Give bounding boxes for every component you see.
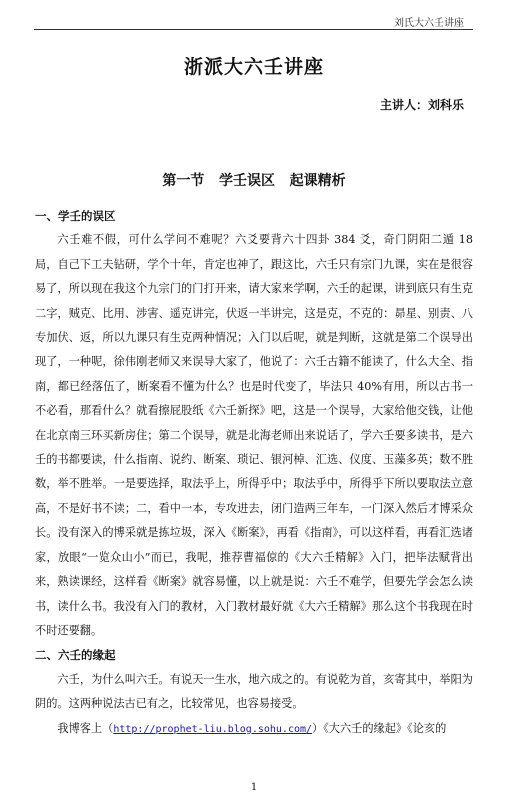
running-header: 刘氏大六壬讲座 [394,18,464,29]
section-title: 第一节 学壬误区 起课精析 [162,173,346,189]
paragraph-2: 六壬，为什么叫六壬。有说天一生水，地六成之的。有说乾为首，亥寄其中，举阳为阴的。这两种说法古已有之，比较常见，也容易接受。 [35,672,473,711]
blog-link[interactable]: http://prophet-liu.blog.sohu.com/ [113,723,313,735]
page-number: 1 [250,782,258,793]
section-heading-1: 一、学壬的误区 [35,209,116,223]
blog-prefix: 我博客上（ [57,721,114,735]
blog-suffix: ）《大六壬的缘起》《论亥的 [312,721,447,735]
paragraph-3 [35,717,473,742]
document-title: 浙派大六壬讲座 [183,56,324,78]
paragraph-1: 六壬难不假，可什么学问不难呢？六爻要背六十四卦 384 爻，奇门阴阳二遁 18 局，自己下工夫钻研，学个十年，肯定也神了，跟这比，六壬只有宗门九课，实在是很容易了，所以现在我这个九宗门的门打开来，请大家来学啊，六壬的起课，讲到底只有生克二字，贼克、比用、涉害、遥克讲完，伏返一半讲完，这是克，不克的：昴星、别责、八专加伏、返，所以九课只有生克两种情况；入门以后呢，就是判断，这就是第二个误导出现了，一种呢，徐伟刚老师又来误导大家了，他说了：六壬古籍不能读了，什么大全、指南，都已经落伍了，断案看不懂为什么？也是时代变了，毕法只 40%有用，所以古书一不必看，那看什么？就看擦屁股纸《六壬新探》吧，这是一个误导，大家给他交钱，让他在北京南三环买新房住；第二个误导，就是北海老师出来说话了，学六壬要多读书，是六壬的书都要读，什么指南、说约、断案、琐记、银河棹、汇选、仪度、玉藻多英；数不胜数，举不胜举。一是要选择，取法乎上，所得乎中；取法乎中，所得乎下所以要取法立意高，不是好书不读；二，看中一本，专攻进去，闭门造两三年车，一门深入然后才博采众长。没有深入的博采就是拣垃圾，深入《断案》，再看《指南》，可以这样看，再看汇选诸家，放眼“一览众山小”而已，我呢，推荐曹福倞的《大六壬精解》入门，把毕法赋背出来，熟读课经，这样看《断案》就容易懂，以上就是说：六壬不难学，但要先学会怎么读书，读什么书。我没有入门的教材，入门教材最好就《大六壬精解》那么这个书我现在时不时还要翻。 [35,233,473,637]
header-rule [34,29,473,30]
document-body [35,204,473,742]
section-heading-2: 二、六壬的缘起 [35,648,116,663]
speaker-line: 主讲人：刘科乐 [379,98,464,112]
